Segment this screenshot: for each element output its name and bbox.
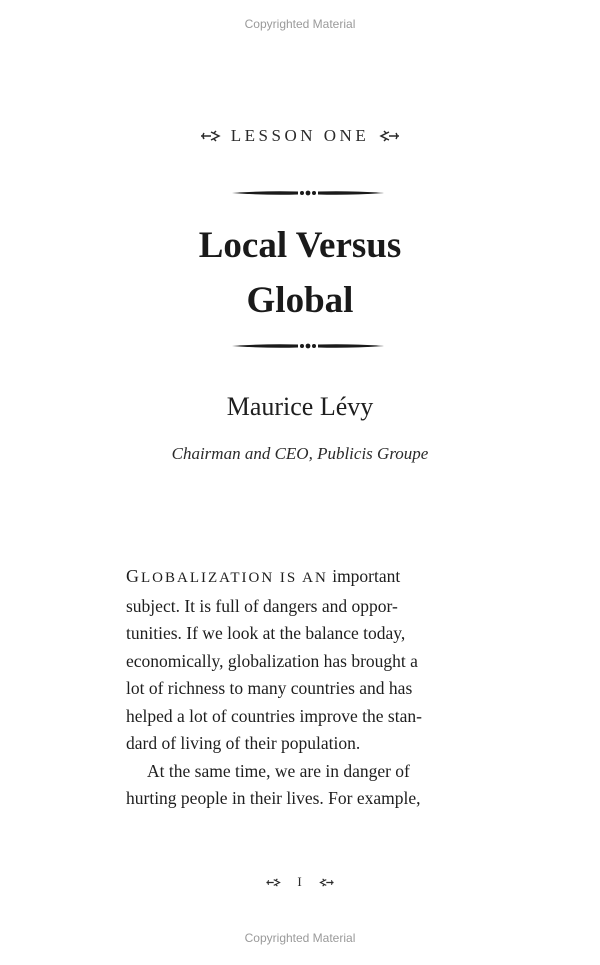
body-line: GLOBALIZATION IS AN important xyxy=(126,566,401,586)
title-line-2: Global xyxy=(246,280,354,321)
body-line: dard of living of their population. xyxy=(126,733,361,753)
right-ornament-icon xyxy=(379,129,401,143)
lesson-header xyxy=(0,126,600,146)
bottom-decorative-rule xyxy=(232,342,384,350)
body-line: helped a lot of countries improve the stan- xyxy=(126,705,422,726)
body-line: lot of richness to many countries and has xyxy=(126,678,413,698)
body-line: subject. It is full of dangers and oppor- xyxy=(126,595,398,616)
body-line: tunities. If we look at the balance today, xyxy=(126,623,406,643)
watermark-bottom: Copyrighted Material xyxy=(244,931,356,945)
watermark-top: Copyrighted Material xyxy=(244,17,356,31)
page-folio xyxy=(0,874,600,890)
lesson-label: LESSON ONE xyxy=(230,126,370,145)
top-decorative-rule xyxy=(232,189,384,197)
left-ornament-icon xyxy=(199,129,221,143)
author-affiliation: Chairman and CEO, Publicis Groupe xyxy=(171,444,429,463)
body-text xyxy=(126,563,486,813)
author-name: Maurice Lévy xyxy=(226,392,374,421)
body-line: hurting people in their lives. For example, xyxy=(126,788,421,808)
page-number: I xyxy=(297,874,303,889)
page-title xyxy=(0,218,600,328)
body-line: economically, globalization has brought a xyxy=(126,650,418,671)
title-line-1: Local Versus xyxy=(198,225,402,266)
right-folio-ornament-icon xyxy=(319,877,335,888)
lead-in-smallcaps: GLOBALIZATION IS AN xyxy=(126,566,328,586)
left-folio-ornament-icon xyxy=(265,877,281,888)
body-line: At the same time, we are in danger of xyxy=(147,760,410,781)
